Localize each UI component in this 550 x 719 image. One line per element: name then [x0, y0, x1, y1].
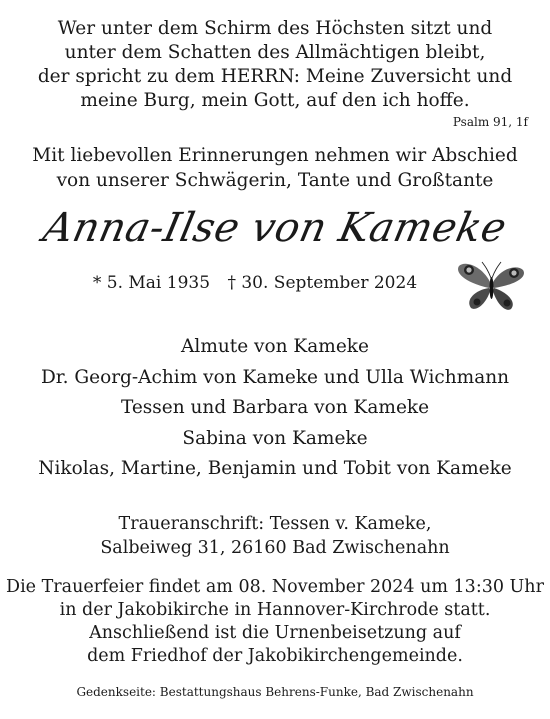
service-line: Anschließend ist die Urnenbeisetzung auf: [89, 623, 461, 643]
mourner: Sabina von Kameke: [182, 427, 368, 449]
life-dates: [0, 272, 530, 294]
death-date: † 30. September 2024: [227, 273, 418, 293]
mourner: Almute von Kameke: [181, 336, 369, 357]
birth-date: * 5. Mai 1935: [92, 273, 211, 293]
verse-line: der spricht zu dem HERRN: Meine Zuversicht und: [37, 66, 513, 87]
butterfly-icon: [455, 258, 527, 314]
verse-line: unter dem Schatten des Allmächtigen bleibt,: [64, 42, 486, 63]
mourner: Tessen und Barbara von Kameke: [120, 397, 430, 418]
mourners-list: [0, 332, 550, 485]
address-line: Salbeiweg 31, 26160 Bad Zwischenahn: [100, 538, 450, 558]
funeral-service-info: [0, 576, 550, 668]
verse-line: meine Burg, mein Gott, auf den ich hoffe.: [80, 90, 470, 111]
mourner: Nikolas, Martine, Benjamin und Tobit von Kameke: [38, 458, 512, 479]
deceased-name: Anna-Ilse von Kameke: [39, 205, 511, 251]
mourner: Dr. Georg-Achim von Kameke und Ulla Wichmann: [40, 366, 510, 388]
service-line: Die Trauerfeier findet am 08. November 2024 um 13:30 Uhr: [6, 577, 544, 597]
verse-line: Wer unter dem Schirm des Höchsten sitzt und: [57, 18, 493, 39]
service-line: dem Friedhof der Jakobikirchengemeinde.: [87, 646, 463, 666]
service-line: in der Jakobikirche in Hannover-Kirchrode statt.: [59, 600, 491, 620]
intro-line: Mit liebevollen Erinnerungen nehmen wir Abschied: [32, 145, 518, 166]
address-line: Traueranschrift: Tessen v. Kameke,: [118, 514, 432, 534]
memorial-page-footer: Gedenkseite: Bestattungshaus Behrens-Funke, Bad Zwischenahn: [76, 685, 474, 699]
intro-text: [0, 143, 550, 193]
bible-verse: [0, 17, 550, 113]
psalm-reference: Psalm 91, 1f: [452, 115, 528, 129]
intro-line: von unserer Schwägerin, Tante und Großtante: [56, 170, 494, 191]
mourning-address: [0, 512, 550, 560]
